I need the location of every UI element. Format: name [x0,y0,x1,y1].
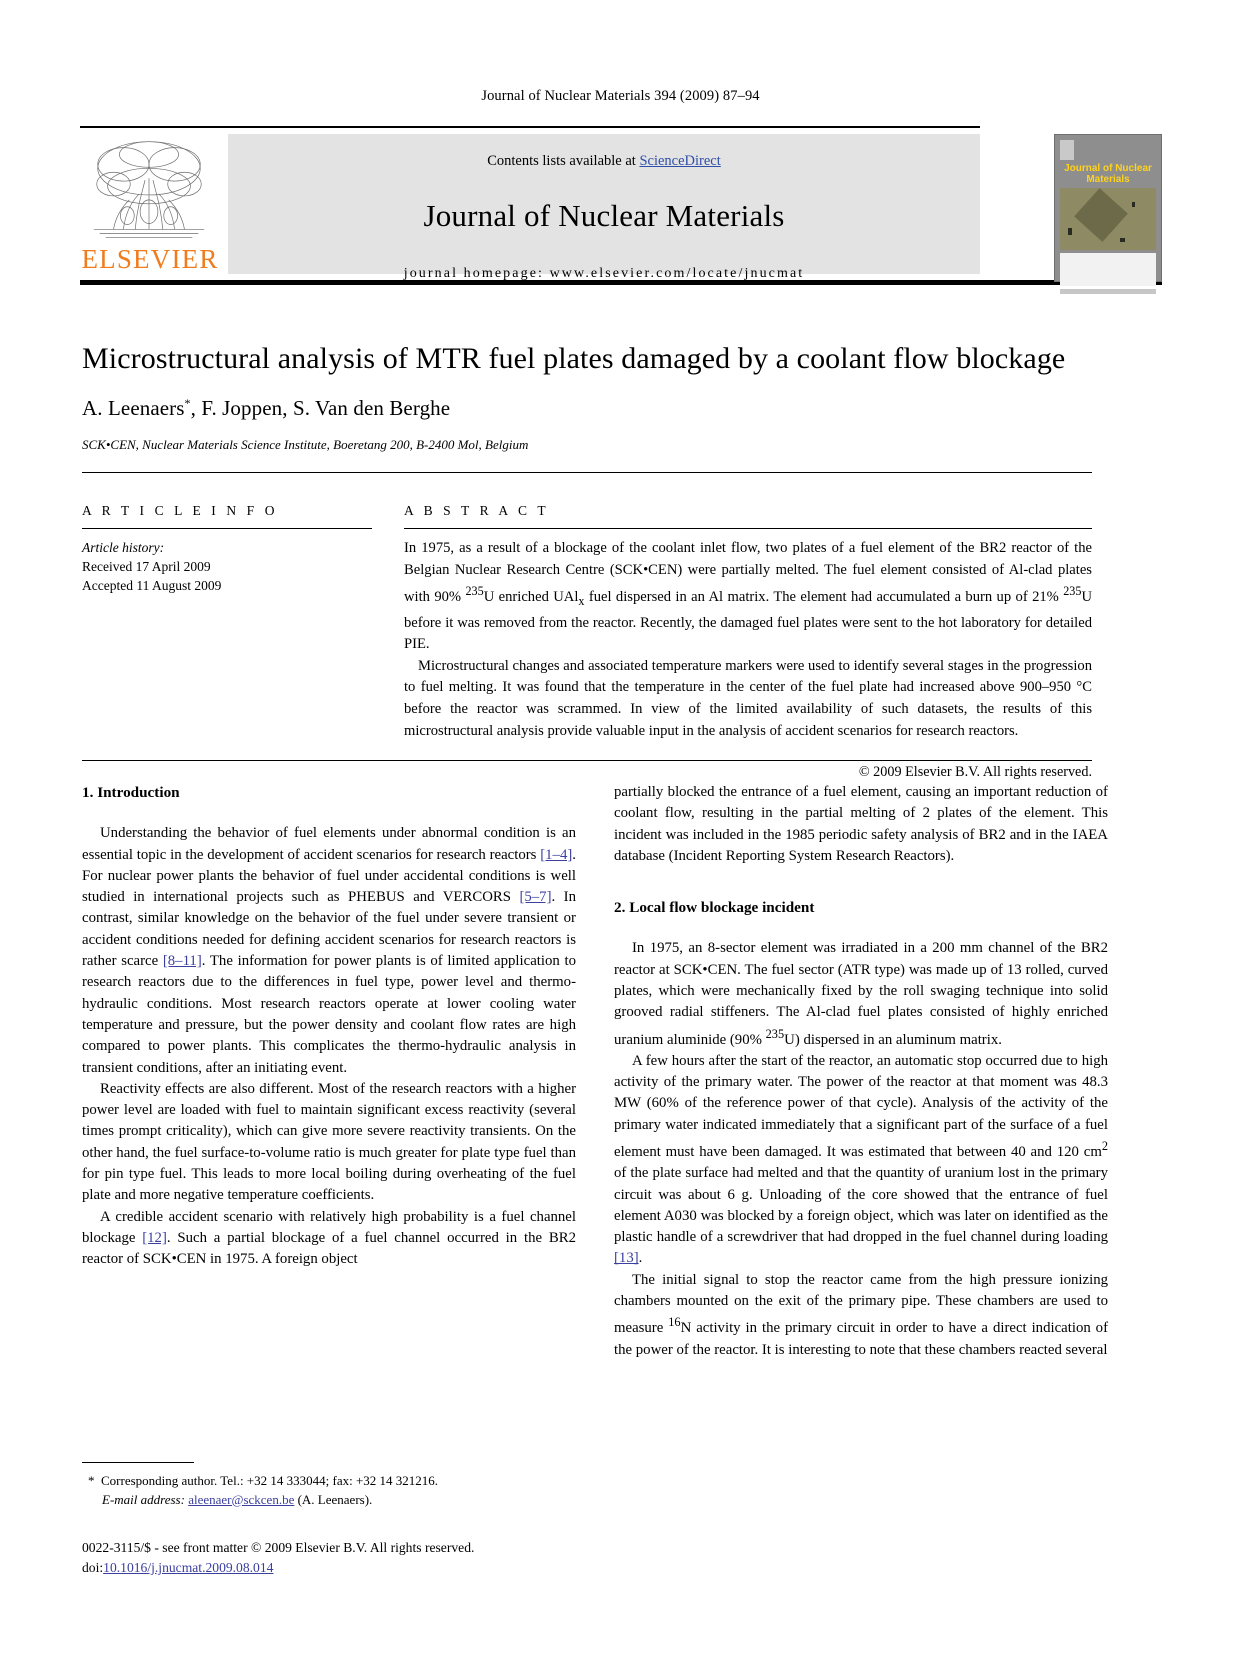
body-column-left [82,782,576,1271]
intro-paragraph-2: Reactivity effects are also different. Most of the research reactors with a higher power level are loaded with fuel to maintain significant excess reactivity (several times prompt criticality), which can give more severe reactivity transients. On the other hand, the fuel surface-to-volume ratio is much greater for plate type fuel than for pin type fuel. This leads to more local boiling during overheating of the fuel plate and more negative temperature coefficients. [82,1080,576,1204]
doi-line [82,1558,682,1578]
intro-paragraph-3 [82,1207,576,1271]
footnote-rule [82,1462,194,1463]
footnote-corresponding-author [82,1472,576,1491]
intro-p1-seg4: . The information for power plants is of limited application to research reactors due to the differences in fuel type, power level and thermo-hydraulic conditions. Most research reactors operate at lower cooling water temperature and pressure, but the power density and coolant flow rates are high compared to power plants. This complicates the thermo-hydraulic analysis in transient conditions, after an initiating event. [82,953,576,1076]
s2-p2-sup: 2 [1101,1139,1108,1154]
abstract-block [404,494,1092,784]
article-title: Microstructural analysis of MTR fuel plates damaged by a coolant flow blockage [82,342,1066,375]
abstract-copyright: © 2009 Elsevier B.V. All rights reserved. [858,764,1092,781]
info-top-rule [82,472,1092,473]
affiliation: SCK•CEN, Nuclear Materials Science Institute, Boeretang 200, B-2400 Mol, Belgium [82,437,529,452]
footnote-marker: * [88,1473,95,1488]
contents-prefix: Contents lists available at [487,153,640,169]
intro-p1-seg3: . In contrast, similar knowledge on the behavior of the fuel under severe transient or accident conditions needed for defining accident scenarios for research reactors is rather scarce [82,889,576,970]
abstract-text [404,538,1092,784]
cover-barcode-strip [1060,140,1074,160]
elsevier-tree-icon [80,134,218,246]
citation-link-8-11[interactable]: [8–11] [162,953,202,970]
section2-paragraph-1 [614,938,1108,1050]
abstract-p1-sub: x [578,593,585,608]
s2-p1-seg2: U) dispersed in an aluminum matrix. [784,1031,1002,1048]
doi-link[interactable]: 10.1016/j.jnucmat.2009.08.014 [103,1560,274,1575]
intro-p3-seg2: . Such a partial blockage of a fuel channel occurred in the BR2 reactor of SCK•CEN in 1975. A foreign object [82,1229,576,1268]
abstract-p1-seg4: U before it was removed from the reactor. Recently, the damaged fuel plates were sent to the hot laboratory for detailed PIE. [404,589,1092,653]
elsevier-wordmark: ELSEVIER [81,244,219,274]
journal-homepage[interactable]: journal homepage: www.elsevier.com/locate/jnucmat [403,266,805,281]
corresponding-author-marker[interactable]: * [184,396,191,410]
abstract-heading: A B S T R A C T [404,503,550,518]
citation-link-5-7[interactable]: [5–7] [519,889,552,906]
abstract-paragraph-1 [404,538,1092,656]
abstract-p1-seg2: U enriched UAl [483,589,579,606]
footnote-email-label: E-mail address: [102,1491,185,1507]
abstract-p1-sup1: 235 [465,584,484,599]
intro-p1-seg2: . For nuclear power plants the behavior of fuel under accidental conditions is well studied in international projects such as PHEBUS and VERCORS [82,846,576,906]
doi-prefix: doi: [82,1560,104,1575]
section2-paragraph-2 [614,1051,1108,1270]
sciencedirect-link[interactable]: ScienceDirect [639,153,721,169]
article-received-date: Received 17 April 2009 [82,559,211,574]
citation-link-1-4[interactable]: [1–4] [540,846,573,863]
s2-p2-seg1: A few hours after the start of the reactor, an automatic stop occurred due to high activity of the primary water. The power of the reactor at that moment was 48.3 MW (60% of the reference power of that cycle). Analysis of the activity of the primary water indicated immediately that a significant part of the surface of a fuel element must have been damaged. It was estimated that between 40 and 120 cm [614,1052,1108,1160]
author-primary: A. Leenaers [82,396,185,420]
article-info-heading: A R T I C L E I N F O [82,503,279,518]
journal-cover-thumbnail [1054,134,1162,282]
citation-link-12[interactable]: [12] [142,1229,167,1246]
body-top-rule [82,760,1092,761]
s2-p3-sup: 16 [668,1315,681,1330]
elsevier-logo [80,134,222,274]
footnote-email-suffix: (A. Leenaers). [297,1491,373,1507]
abstract-paragraph-2: Microstructural changes and associated temperature markers were used to identify several stages in the progression to fuel melting. It was found that the temperature in the center of the fuel plate had increased above 900–950 °C before the reactor was scrammed. In view of the limited availability of such datasets, the results of this microstructural analysis provide valuable input in the analysis of accident scenarios for research reactors. [404,657,1092,739]
author-email-link[interactable]: aleenaer@sckcen.be [188,1491,295,1507]
abstract-p1-sup2: 235 [1063,584,1082,599]
article-history-label: Article history: [82,540,165,555]
article-info-block [82,494,372,595]
intro-p3-seg1: A credible accident scenario with relatively high probability is a fuel channel blockage [82,1208,576,1246]
intro-p1-seg1: Understanding the behavior of fuel elements under abnormal condition is an essential topic in the development of accident scenarios for research reactors [82,825,576,863]
body-column-right [614,782,1108,1361]
front-matter-block [82,1538,682,1578]
cover-micrograph-image [1060,188,1156,250]
intro-paragraph-1 [82,823,576,1079]
author-others: , F. Joppen, S. Van den Berghe [190,396,451,420]
article-accepted-date: Accepted 11 August 2009 [82,578,222,593]
citation-link-13[interactable]: [13] [614,1250,639,1267]
section-heading-introduction: 1. Introduction [82,784,180,801]
journal-masthead [80,126,1162,285]
right-paragraph-1: partially blocked the entrance of a fuel element, causing an important reduction of coolant flow, resulting in the partial melting of 2 plates of the element. This incident was included in the 1985 periodic safety analysis of BR2 and in the IAEA database (Incident Reporting System Research Reactors). [614,784,1108,864]
title-block [82,340,1092,453]
front-matter-line: 0022-3115/$ - see front matter © 2009 Elsevier B.V. All rights reserved. [82,1540,475,1555]
cover-footer-band [1060,289,1156,294]
author-list [82,396,1092,421]
cover-white-band [1060,253,1156,286]
abstract-rule [404,528,1092,529]
section-heading-local-flow-blockage: 2. Local flow blockage incident [614,899,815,917]
s2-p2-seg2: of the plate surface had melted and that the quantity of uranium lost in the primary circuit was about 6 g. Unloading of the core showed that the entrance of fuel element A030 was blocked by a foreign object, which was later on identified as the plastic handle of a screwdriver that had dropped in the fuel channel during loading [614,1165,1108,1246]
footnote-block [82,1462,576,1509]
cover-journal-title: Journal of Nuclear Materials [1064,163,1152,185]
s2-p1-seg1: In 1975, an 8-sector element was irradiated in a 200 mm channel of the BR2 reactor at SCK•CEN. The fuel sector (ATR type) was made up of 13 rolled, curved plates, which were mechanically fixed by the roll swaging technique into solid grooved radial stiffeners. The Al-clad fuel plates consisted of highly enriched uranium aluminide (90% [614,940,1108,1048]
s2-p3-seg1: The initial signal to stop the reactor came from the high pressure ionizing chambers mounted on the exit of the primary pipe. These chambers are used to measure [614,1271,1108,1337]
section2-paragraph-3 [614,1270,1108,1361]
s2-p3-seg2: N activity in the primary circuit in order to have a direct indication of the power of the reactor. It is interesting to note that these chambers reacted several [614,1320,1109,1358]
s2-p2-seg3: . [638,1250,643,1267]
abstract-p1-seg3: fuel dispersed in an Al matrix. The element had accumulated a burn up of 21% [584,589,1064,606]
s2-p1-sup: 235 [765,1026,785,1041]
footnote-email-row [82,1491,576,1510]
abstract-p1-seg1: In 1975, as a result of a blockage of the coolant inlet flow, two plates of a fuel element of the BR2 reactor of the Belgian Nuclear Research Centre (SCK•CEN) were partially melted. The fuel element consisted of Al-clad plates with 90% [404,540,1092,606]
masthead-center-panel [228,134,980,281]
footnote-corresponding-text: Corresponding author. Tel.: +32 14 333044; fax: +32 14 321216. [101,1473,439,1488]
running-head: Journal of Nuclear Materials 394 (2009) 87–94 [481,88,760,104]
article-info-rule [82,528,372,529]
contents-available-line [228,153,980,170]
journal-title: Journal of Nuclear Materials [423,198,785,233]
